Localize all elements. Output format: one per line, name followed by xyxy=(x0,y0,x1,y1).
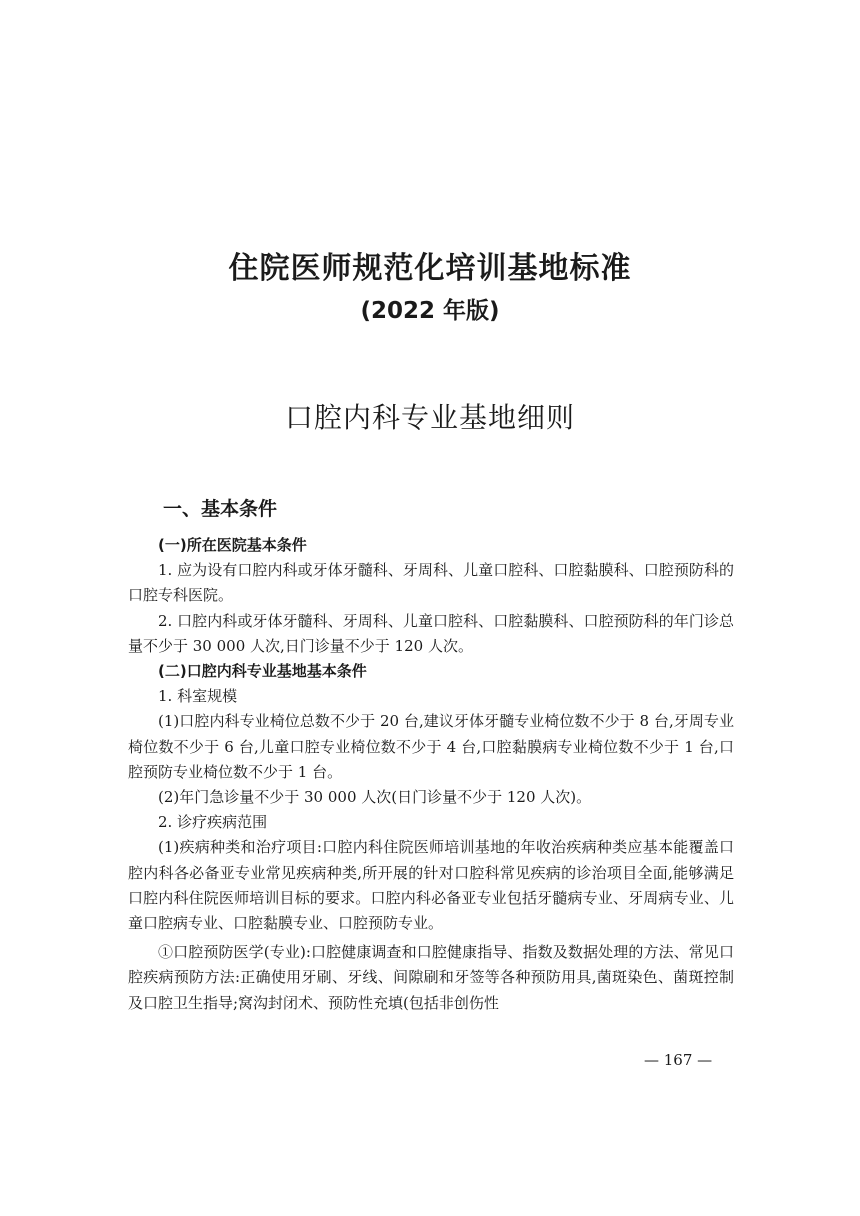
page-number: — 167 — xyxy=(644,1051,713,1069)
subheading-hospital-conditions: (一)所在医院基本条件 xyxy=(158,536,307,554)
list-item-disease-scope: 2. 诊疗疾病范围 xyxy=(158,813,268,832)
paragraph: (1)疾病种类和治疗项目:口腔内科住院医师培训基地的年收治疾病种类应基本能覆盖口腔内科各必备亚专业常见疾病种类,所开展的针对口腔科常见疾病的诊治项目全面,能够满足口腔内科住院医师培训目标的要求。口腔内科必备亚专业包括牙髓病专业、牙周病专业、儿童口腔病专业、口腔黏膜专业、口腔预防专业。 xyxy=(128,838,734,933)
page-subtitle: (2022 年版) xyxy=(360,298,500,324)
paragraph: ①口腔预防医学(专业):口腔健康调查和口腔健康指导、指数及数据处理的方法、常见口腔疾病预防方法:正确使用牙刷、牙线、间隙刷和牙签等各种预防用具,菌斑染色、菌斑控制及口腔卫生指导;窝沟封闭术、预防性充填(包括非创伤性 xyxy=(128,943,734,1012)
page-title: 住院医师规范化培训基地标准 xyxy=(228,251,632,286)
section-title: 口腔内科专业基地细则 xyxy=(284,401,575,434)
document-body xyxy=(128,533,734,1016)
paragraph: 1. 应为设有口腔内科或牙体牙髓科、牙周科、儿童口腔科、口腔黏膜科、口腔预防科的口腔专科医院。 xyxy=(128,561,734,605)
paragraph: (1)口腔内科专业椅位总数不少于 20 台,建议牙体牙髓专业椅位数不少于 8 台,牙周专业椅位数不少于 6 台,儿童口腔专业椅位数不少于 4 台,口腔黏膜病专业椅位数不少于 1 台,口腔预防专业椅位数不少于 1 台。 xyxy=(128,712,734,781)
list-item-department-scale: 1. 科室规模 xyxy=(158,687,238,706)
paragraph: 2. 口腔内科或牙体牙髓科、牙周科、儿童口腔科、口腔黏膜科、口腔预防科的年门诊总量不少于 30 000 人次,日门诊量不少于 120 人次。 xyxy=(128,611,734,655)
heading-basic-conditions: 一、基本条件 xyxy=(163,498,278,520)
subheading-specialty-conditions: (二)口腔内科专业基地基本条件 xyxy=(158,662,367,681)
paragraph: (2)年门急诊量不少于 30 000 人次(日门诊量不少于 120 人次)。 xyxy=(158,788,592,807)
